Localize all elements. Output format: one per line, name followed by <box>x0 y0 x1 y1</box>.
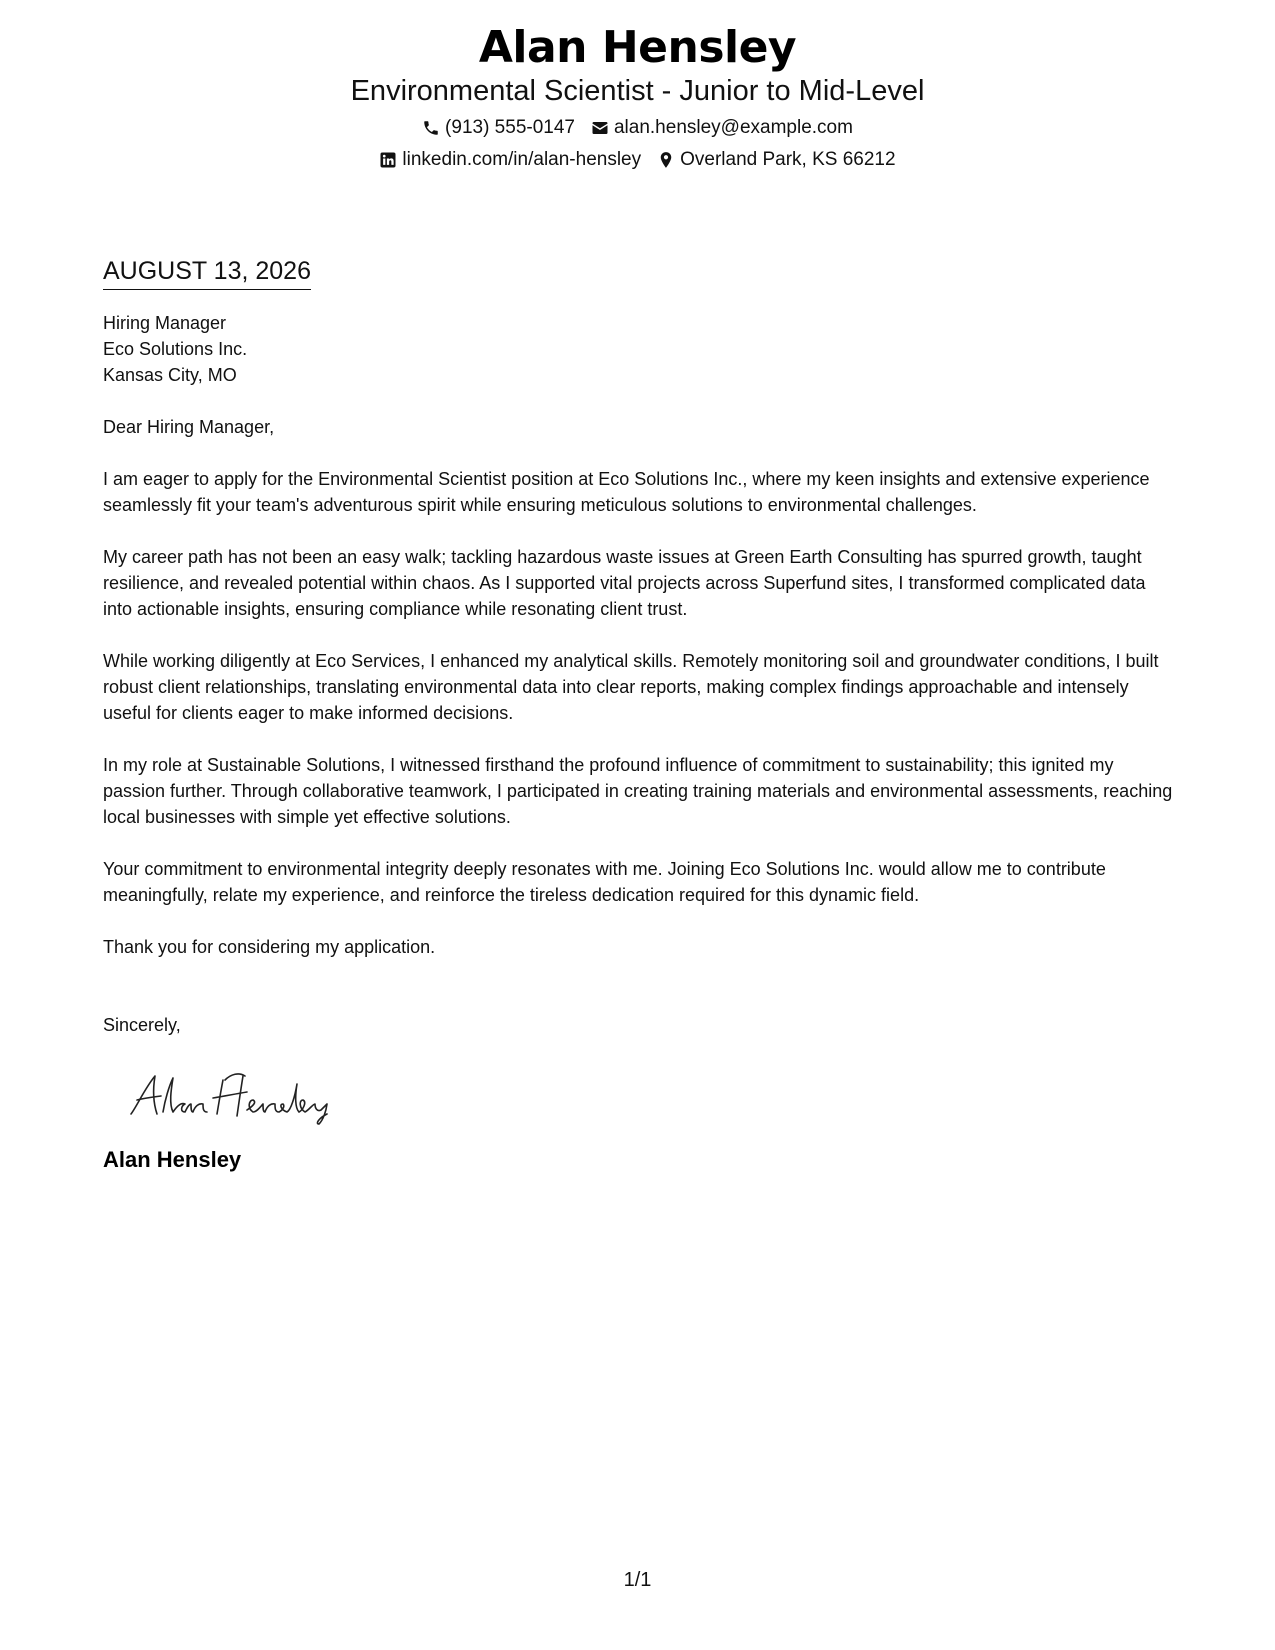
closing: Sincerely, <box>103 1015 181 1035</box>
letter-header <box>0 22 1275 172</box>
applicant-name: Alan Hensley <box>478 22 797 73</box>
page-number: 1/1 <box>623 1569 652 1591</box>
envelope-icon <box>591 119 609 137</box>
applicant-role: Environmental Scientist - Junior to Mid-Level <box>350 75 925 107</box>
contact-email[interactable] <box>591 116 853 140</box>
recipient-block <box>103 310 1178 388</box>
handwritten-signature <box>123 1066 363 1126</box>
recipient-location: Kansas City, MO <box>103 365 237 385</box>
recipient-company: Eco Solutions Inc. <box>103 339 248 359</box>
map-pin-icon <box>657 151 675 169</box>
paragraph-intro: I am eager to apply for the Environmental Scientist position at Eco Solutions Inc., where my keen insights and extensive experience seamlessly fit your team's adventurous spirit while ensuring meticulous solutions to environmental challenges. <box>103 469 1150 515</box>
contact-row-2 <box>0 148 1275 172</box>
signature-drawing <box>123 1066 363 1126</box>
contact-linkedin[interactable] <box>379 148 641 172</box>
paragraph-thanks: Thank you for considering my application. <box>103 937 436 957</box>
contact-row-1 <box>0 116 1275 140</box>
phone-text: (913) 555-0147 <box>445 117 575 138</box>
linkedin-icon <box>379 151 397 169</box>
salutation: Dear Hiring Manager, <box>103 417 275 437</box>
signer-name: Alan Hensley <box>103 1147 242 1172</box>
paragraph-sustainable-solutions: In my role at Sustainable Solutions, I witnessed firsthand the profound influence of commitment to sustainability; this ignited my passion further. Through collaborative teamwork, I participated in creating training materials and environmental assessments, reaching local businesses with simple yet effective solutions. <box>103 755 1173 827</box>
paragraph-eco-services: While working diligently at Eco Services, I enhanced my analytical skills. Remotely monitoring soil and groundwater conditions, I built robust client relationships, translating environmental data into clear reports, making complex findings approachable and intensely useful for clients eager to make informed decisions. <box>103 651 1159 723</box>
paragraph-commitment: Your commitment to environmental integrity deeply resonates with me. Joining Eco Solutions Inc. would allow me to contribute meaningfully, relate my experience, and reinforce the tireless dedication required for this dynamic field. <box>103 859 1106 905</box>
contact-phone <box>422 116 575 140</box>
recipient-title: Hiring Manager <box>103 313 227 333</box>
phone-icon <box>422 119 440 137</box>
location-text: Overland Park, KS 66212 <box>680 149 896 170</box>
email-text[interactable]: alan.hensley@example.com <box>613 117 853 138</box>
contact-location <box>657 148 895 172</box>
letter-date: AUGUST 13, 2026 <box>103 256 311 290</box>
linkedin-text[interactable]: linkedin.com/in/alan-hensley <box>402 149 642 170</box>
paragraph-green-earth: My career path has not been an easy walk; tackling hazardous waste issues at Green Earth Consulting has spurred growth, taught resilience, and revealed potential within chaos. As I supported vital projects across Superfund sites, I transformed complicated data into actionable insights, ensuring compliance while resonating client trust. <box>103 547 1146 619</box>
letter-body <box>103 256 1178 1174</box>
